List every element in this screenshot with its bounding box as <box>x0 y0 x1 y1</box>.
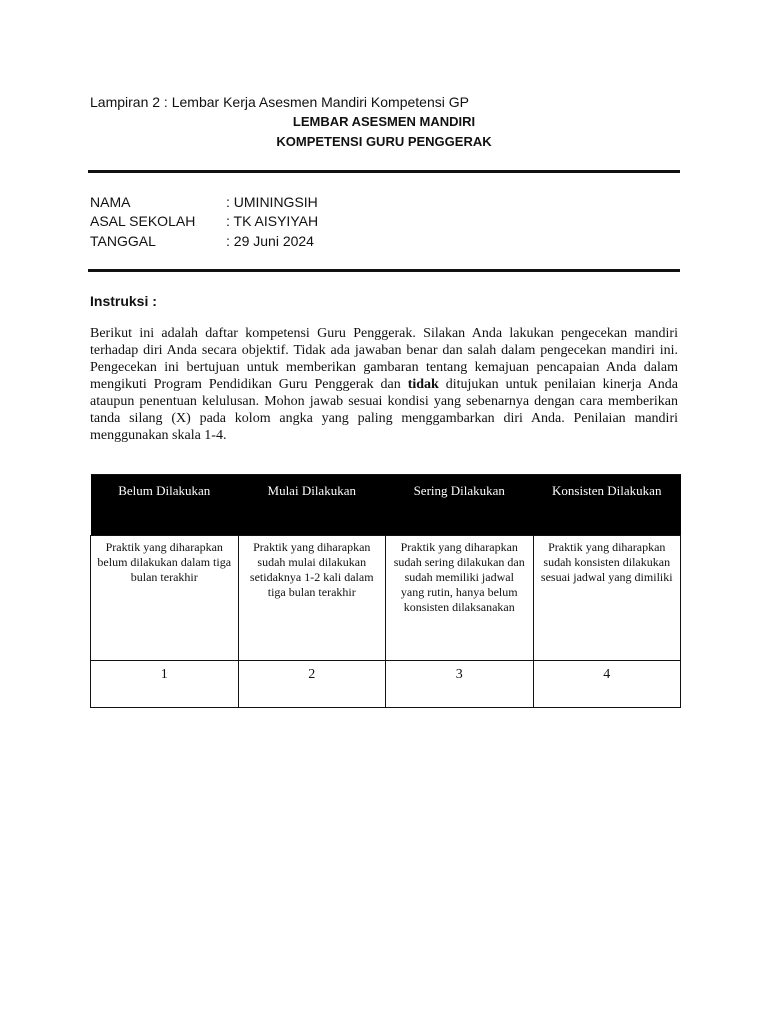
bottom-divider <box>88 269 680 272</box>
document-subtitle: KOMPETENSI GURU PENGGERAK <box>276 134 492 149</box>
scale-score-cell: 2 <box>238 661 386 708</box>
instructions-bold-word: tidak <box>407 377 439 392</box>
scale-score-row <box>91 661 681 708</box>
identity-label: TANGGAL <box>90 233 156 249</box>
instructions-paragraph <box>90 325 678 444</box>
instructions-text-part-1: Berikut ini adalah daftar kompetensi Guru Penggerak. Silakan Anda lakukan pengecekan mandiri terhadap diri Anda secara objektif. Tidak ada jawaban benar dan salah dalam pengecekan mandiri ini. Pengecekan ini bertujuan untuk memberikan gambaran tentang kemajuan pencapaian Anda dalam mengikuti Program Pendidikan Guru Penggerak dan <box>90 326 678 392</box>
instructions-heading: Instruksi : <box>90 293 157 309</box>
scale-header-cell: Mulai Dilakukan <box>238 475 386 536</box>
scale-score-cell: 3 <box>386 661 534 708</box>
appendix-caption: Lampiran 2 : Lembar Kerja Asesmen Mandiri Kompetensi GP <box>90 94 469 110</box>
scale-score-cell: 4 <box>533 661 681 708</box>
instructions-text-part-2: ditujukan untuk penilaian kinerja Anda ataupun penentuan kelulusan. Mohon jawab sesuai kondisi yang sebenarnya dengan cara memberikan tanda silang (X) pada kolom angka yang paling menggambarkan diri Anda. Penilaian mandiri menggunakan skala 1-4. <box>90 377 678 443</box>
scale-header-cell: Belum Dilakukan <box>91 475 239 536</box>
identity-value: : 29 Juni 2024 <box>226 233 314 249</box>
identity-label: ASAL SEKOLAH <box>90 213 196 229</box>
scale-header-row <box>91 475 681 536</box>
document-title: LEMBAR ASESMEN MANDIRI <box>292 114 476 129</box>
scale-description-cell: Praktik yang diharapkan sudah mulai dilakukan setidaknya 1-2 kali dalam tiga bulan terakhir <box>238 536 386 661</box>
identity-value: : UMININGSIH <box>226 194 318 210</box>
scale-header-cell: Sering Dilakukan <box>386 475 534 536</box>
scale-score-cell: 1 <box>91 661 239 708</box>
identity-value: : TK AISYIYAH <box>226 213 319 229</box>
scale-description-cell: Praktik yang diharapkan belum dilakukan dalam tiga bulan terakhir <box>91 536 239 661</box>
scale-description-cell: Praktik yang diharapkan sudah konsisten dilakukan sesuai jadwal yang dimiliki <box>533 536 681 661</box>
top-divider <box>88 170 680 173</box>
identity-label: NAMA <box>90 194 131 210</box>
scale-description-row <box>91 536 681 661</box>
scale-description-cell: Praktik yang diharapkan sudah sering dilakukan dan sudah memiliki jadwal yang rutin, hanya belum konsisten dilaksanakan <box>386 536 534 661</box>
scale-header-cell: Konsisten Dilakukan <box>533 475 681 536</box>
rating-scale-table <box>90 474 681 708</box>
